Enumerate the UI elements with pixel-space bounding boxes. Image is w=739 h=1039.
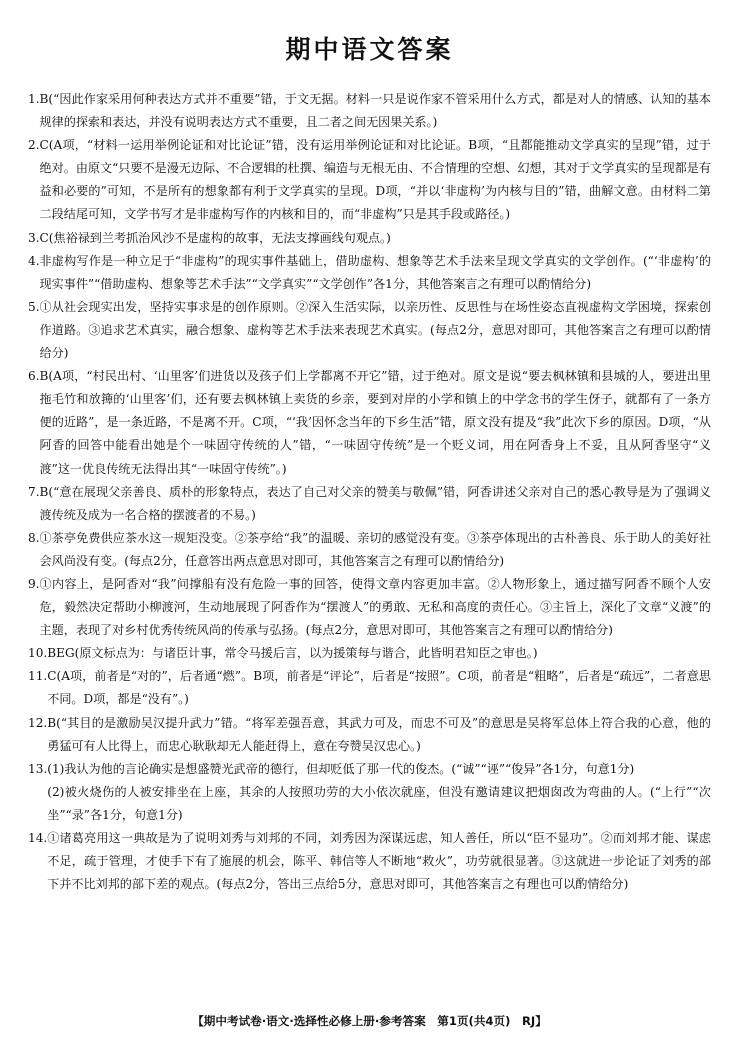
answer-text: C(A项，前者是“对的”，后者通“燃”。B项，前者是“评论”，后者是“按照”。C项，前者是“粗略”，后者是“疏远”，二者意思不同。D项，都是“没有”。) bbox=[47, 669, 711, 707]
answer-text-block bbox=[40, 573, 711, 642]
answer-text: B(“因此作家采用何种表达方式并不重要”错，于文无据。材料一只是说作家不管采用什么方式，都是对人的情感、认知的基本规律的探索和表达，并没有说明表达方式不重要，且二者之间无因果关系。) bbox=[39, 92, 711, 130]
answer-text: B(A项，“村民出村、‘山里客’们进货以及孩子们上学都离不开它”错，过于绝对。原文是说“要去枫林镇和县城的人，要进出里拖毛竹和放篺的‘山里客’们，还有要去枫林镇上卖货的乡亲，要到对岸的小学和镇上的中学念书的学生伢子，就都有了一条方便的近路”，是一条近路，不是离不开。C项，“‘我’因怀念当年的下乡生活”错，原文没有提及“我”此次下乡的原因。D项，“从阿香的回答中能看出她是个一味固守传统的人”错，“一味固守传统”是一个贬义词，用在阿香身上不妥，且从阿香坚守“义渡”这一优良传统无法得出其“一味固守传统”。) bbox=[39, 369, 711, 476]
answer-text-block bbox=[40, 296, 711, 365]
answer-text: C(焦裕禄到兰考抓治风沙不是虚构的故事，无法支撑画线句观点。) bbox=[39, 230, 391, 245]
answer-number: 1. bbox=[28, 92, 40, 106]
answer-text-block bbox=[40, 250, 711, 296]
answer-list bbox=[28, 88, 711, 896]
page-footer: 【期中考试卷·语文·选择性必修上册·参考答案 第1页(共4页) RJ】 bbox=[192, 1014, 547, 1028]
answer-number: 7. bbox=[28, 484, 40, 499]
answer-item bbox=[28, 827, 711, 896]
answer-item bbox=[28, 527, 711, 573]
answer-text-block bbox=[40, 365, 711, 480]
answer-item bbox=[28, 573, 711, 642]
answer-item bbox=[28, 642, 711, 665]
answer-item bbox=[28, 712, 711, 758]
answer-number: 10. bbox=[28, 646, 48, 661]
answer-text: ①诸葛亮用这一典故是为了说明刘秀与刘邦的不同，刘秀因为深谋远虑，知人善任，所以“臣不显功”。②而刘邦才能、谋虑不足，疏于管理，才使手下有了施展的机会，陈平、韩信等人不断地“救火”，功劳就很显著。③这就进一步论证了刘秀的部下并不比刘邦的部下差的观点。(每点2分，答出三点给5分，意思对即可，其他答案言之有理也可以酌情给分) bbox=[47, 831, 711, 892]
answer-item bbox=[28, 665, 711, 711]
answer-text-block bbox=[47, 665, 711, 711]
answer-number: 8. bbox=[28, 530, 40, 545]
answer-text-block bbox=[47, 827, 711, 896]
answer-item bbox=[28, 481, 711, 527]
answer-text-block bbox=[47, 712, 711, 758]
answer-item bbox=[28, 296, 711, 365]
answer-number: 2. bbox=[28, 138, 40, 153]
answer-text: C(A项，“材料一运用举例论证和对比论证”错，没有运用举例论证和对比论证。B项，“且都能推动文学真实的呈现”错，过于绝对。由原文“只要不是漫无边际、不合逻辑的杜撰、编造与无根无由、不合情理的空想、幻想，其对于文学真实的呈现都是有益和必要的”可知，不是所有的想象都有利于文学真实的呈现。D项，“并以‘非虚构’为内核与目的”错，曲解文意。由材料二第二段结尾可知，文学书写才是非虚构写作的内核和目的，而“非虚构”只是其手段或路径。) bbox=[39, 138, 711, 222]
answer-text: ①茶亭免费供应茶水这一规矩没变。②茶亭给“我”的温暖、亲切的感觉没有变。③茶亭体现出的古朴善良、乐于助人的美好社会风尚没有变。(每点2分，任意答出两点意思对即可，其他答案言之有理可以酌情给分) bbox=[39, 530, 711, 568]
answer-number: 3. bbox=[28, 230, 40, 245]
answer-number: 6. bbox=[28, 369, 40, 384]
answer-item bbox=[28, 758, 711, 827]
answer-item bbox=[28, 365, 711, 480]
answer-number: 14. bbox=[28, 831, 48, 845]
answer-number: 9. bbox=[28, 576, 40, 591]
answer-text: ①内容上，是阿香对“我”问撑船有没有危险一事的回答，使得文章内容更加丰富。②人物形象上，通过描写阿香不顾个人安危，毅然决定帮助小柳渡河，生动地展现了阿香作为“摆渡人”的勇敢、无私和高度的责任心。③主旨上，深化了文章“义渡”的主题，表现了对乡村优秀传统风尚的传承与弘扬。(每点2分，意思对即可，其他答案言之有理可以酌情给分) bbox=[39, 576, 711, 638]
answer-text: 非虚构写作是一种立足于“非虚构”的现实事件基础上，借助虚构、想象等艺术手法来呈现文学真实的文学创作。(“‘非虚构’的现实事件”“借助虚构、想象等艺术手法”“文学真实”“文学创作”各1分，其他答案言之有理可以酌情给分) bbox=[39, 253, 711, 291]
answer-item bbox=[28, 250, 711, 296]
answer-text-block bbox=[40, 134, 711, 226]
answer-number: 11. bbox=[28, 669, 48, 684]
answer-text-block bbox=[40, 88, 711, 134]
answer-number: 5. bbox=[28, 299, 40, 314]
answer-text-block bbox=[47, 758, 711, 827]
answer-text: BEG(原文标点为：与诸臣计事，常令马援后言，以为援策每与谐合，此皆明君知臣之审也。) bbox=[47, 646, 538, 661]
answer-number: 4. bbox=[28, 253, 40, 268]
answer-number: 12. bbox=[28, 715, 48, 730]
answer-text-block bbox=[40, 227, 711, 250]
answer-item bbox=[28, 227, 711, 250]
answer-text-block bbox=[47, 642, 711, 665]
answer-text: (1)我认为他的言论确实是想盛赞光武帝的德行，但却贬低了那一代的俊杰。(“诚”“诬”“俊异”各1分，句意1分) bbox=[47, 761, 635, 776]
answer-text: B(“意在展现父亲善良、质朴的形象特点，表达了自己对父亲的赞美与敬佩”错，阿香讲述父亲对自己的悉心教导是为了强调义渡传统及成为一名合格的摆渡者的不易。) bbox=[39, 484, 711, 522]
answer-text: B(“其目的是激励吴汉提升武力”错。“将军差强吾意，其武力可及，而忠不可及”的意思是吴将军总体上符合我的心意，他的勇猛可有人比得上，而忠心耿耿却无人能赶得上，意在夸赞吴汉忠心。) bbox=[47, 715, 711, 753]
answer-text: ①从社会现实出发，坚持实事求是的创作原则。②深入生活实际，以亲历性、反思性与在场性姿态直视虚构文学困境，探索创作道路。③追求艺术真实，融合想象、虚构等艺术手法来表现艺术真实。(每点2分，意思对即可，其他答案言之有理可以酌情给分) bbox=[39, 299, 711, 361]
page-title: 期中语文答案 bbox=[285, 35, 454, 64]
answer-number: 13. bbox=[28, 761, 48, 776]
answer-item bbox=[28, 88, 711, 134]
answer-text-block bbox=[40, 527, 711, 573]
answer-subtext: (2)被火烧伤的人被安排坐在上座，其余的人按照功劳的大小依次就座，但没有邀请建议把烟囱改为弯曲的人。(“上行”“次坐”“录”各1分，句意1分) bbox=[47, 784, 711, 822]
answer-item bbox=[28, 134, 711, 226]
answer-text-block bbox=[40, 481, 711, 527]
